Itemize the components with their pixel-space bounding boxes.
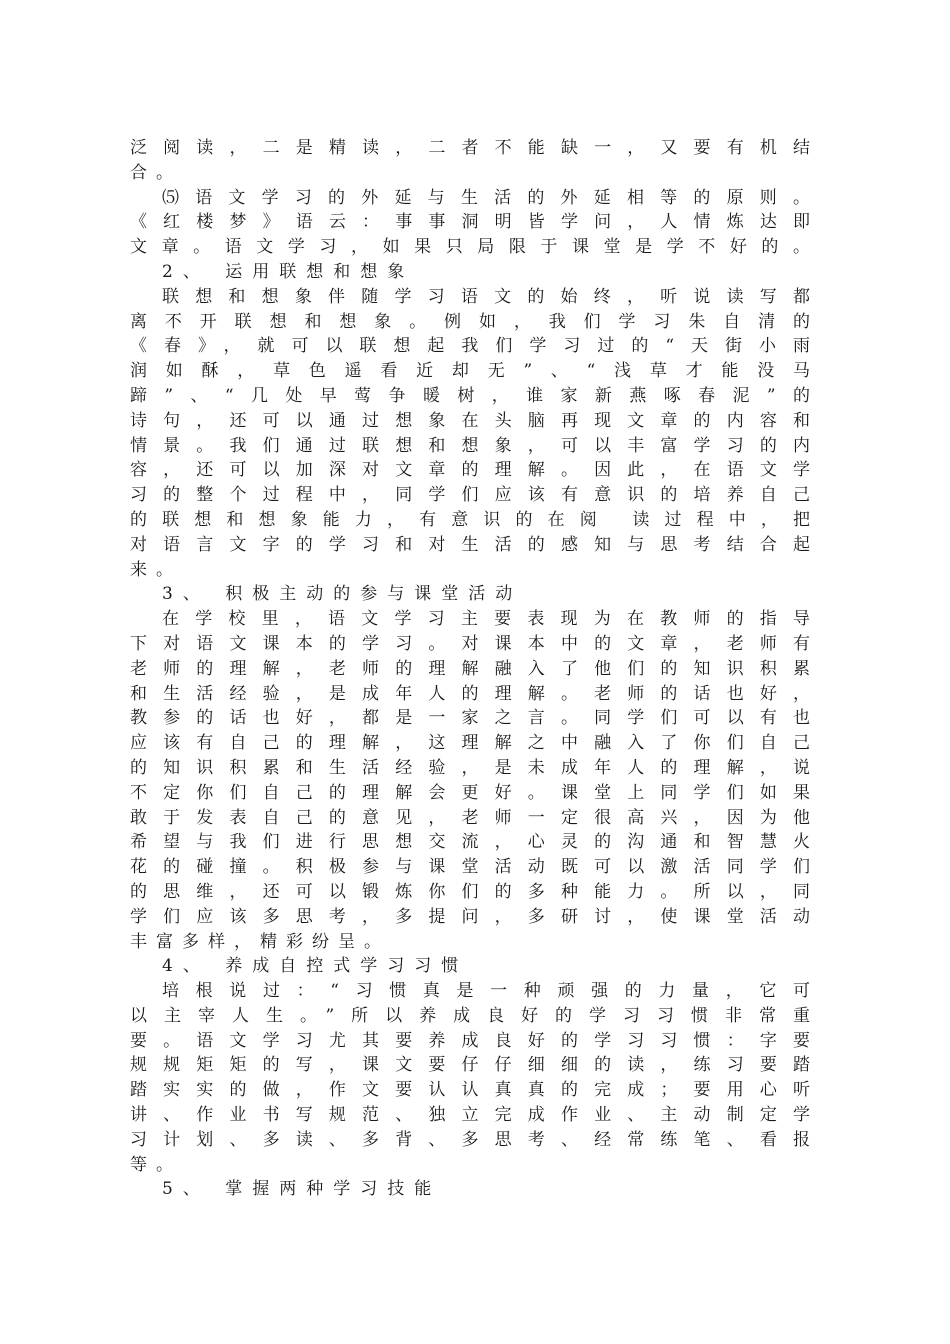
text-line: 要。语文学习尤其要养成良好的学习习惯：字要 xyxy=(130,1030,810,1051)
text-line: 培根说过：“习惯真是一种顽强的力量，它可 xyxy=(162,981,810,1002)
section-heading: 2、 运用联想和想象 xyxy=(162,261,415,282)
text-line: 下对语文课本的学习。对课本中的文章，老师有 xyxy=(130,633,810,654)
text-line: 习计划、多读、多背、多思考、经常练笔、看报 xyxy=(130,1129,810,1150)
text-line: ⑸语文学习的外延与生活的外延相等的原则。 xyxy=(162,187,810,208)
section-heading: 3、 积极主动的参与课堂活动 xyxy=(162,584,523,605)
text-line: 敢于发表自己的意见，老师一定很高兴，因为他 xyxy=(130,807,810,828)
text-line: 对语言文字的学习和对生活的感知与思考结合起 xyxy=(130,534,810,555)
section-heading: 4、 养成自控式学习习惯 xyxy=(162,956,469,977)
text-line: 《春》，就可以联想起我们学习过的“天街小雨 xyxy=(130,336,810,357)
text-line: 等。 xyxy=(130,1154,182,1175)
text-line: 规规矩矩的写，课文要仔仔细细的读，练习要踏 xyxy=(130,1055,810,1076)
text-line: 在学校里，语文学习主要表现为在教师的指导 xyxy=(162,609,810,630)
document-page xyxy=(130,136,810,1202)
text-line: 习的整个过程中，同学们应该有意识的培养自己 xyxy=(130,485,810,506)
text-line: 不定你们自己的理解会更好。课堂上同学们如果 xyxy=(130,782,810,803)
text-line: 的思维，还可以锻炼你们的多种能力。所以，同 xyxy=(130,881,810,902)
text-line: 应该有自己的理解，这理解之中融入了你们自己 xyxy=(130,733,810,754)
text-line: 蹄”、“几处早莺争暖树，谁家新燕啄春泥”的 xyxy=(130,385,810,406)
text-line: 希望与我们进行思想交流，心灵的沟通和智慧火 xyxy=(130,832,810,853)
text-line: 以主宰人生。”所以养成良好的学习习惯非常重 xyxy=(130,1005,810,1026)
text-line: 情景。我们通过联想和想象，可以丰富学习的内 xyxy=(130,435,810,456)
text-line: 文章。语文学习，如果只局限于课堂是学不好的。 xyxy=(130,237,810,258)
text-line: 踏实实的做，作文要认认真真的完成；要用心听 xyxy=(130,1080,810,1101)
text-line: 容，还可以加深对文章的理解。因此，在语文学 xyxy=(130,460,810,481)
section-heading: 5、 掌握两种学习技能 xyxy=(162,1179,442,1200)
text-line: 润如酥，草色遥看近却无”、“浅草才能没马 xyxy=(130,361,810,382)
text-line: 讲、作业书写规范、独立完成作业、主动制定学 xyxy=(130,1105,810,1126)
text-line: 联想和想象伴随学习语文的始终，听说读写都 xyxy=(162,286,810,307)
text-line: 丰富多样，精彩纷呈。 xyxy=(130,931,390,952)
text-line: 的联想和想象能力，有意识的在阅 读过程中，把 xyxy=(130,509,810,530)
text-line: 离不开联想和想象。例如，我们学习朱自清的 xyxy=(130,311,810,332)
text-line: 来。 xyxy=(130,559,182,580)
text-line: 诗句，还可以通过想象在头脑再现文章的内容和 xyxy=(130,410,810,431)
text-line: 《红楼梦》语云：事事洞明皆学问，人情炼达即 xyxy=(130,212,810,233)
text-line: 的知识积累和生活经验，是未成年人的理解，说 xyxy=(130,757,810,778)
text-line: 教参的话也好，都是一家之言。同学们可以有也 xyxy=(130,708,810,729)
text-line: 老师的理解，老师的理解融入了他们的知识积累 xyxy=(130,658,810,679)
text-line: 花的碰撞。积极参与课堂活动既可以激活同学们 xyxy=(130,857,810,878)
text-line: 和生活经验，是成年人的理解。老师的话也好， xyxy=(130,683,810,704)
text-line: 学们应该多思考，多提问，多研讨，使课堂活动 xyxy=(130,906,810,927)
text-line: 泛阅读，二是精读，二者不能缺一，又要有机结 xyxy=(130,138,810,158)
text-line: 合。 xyxy=(130,162,182,183)
